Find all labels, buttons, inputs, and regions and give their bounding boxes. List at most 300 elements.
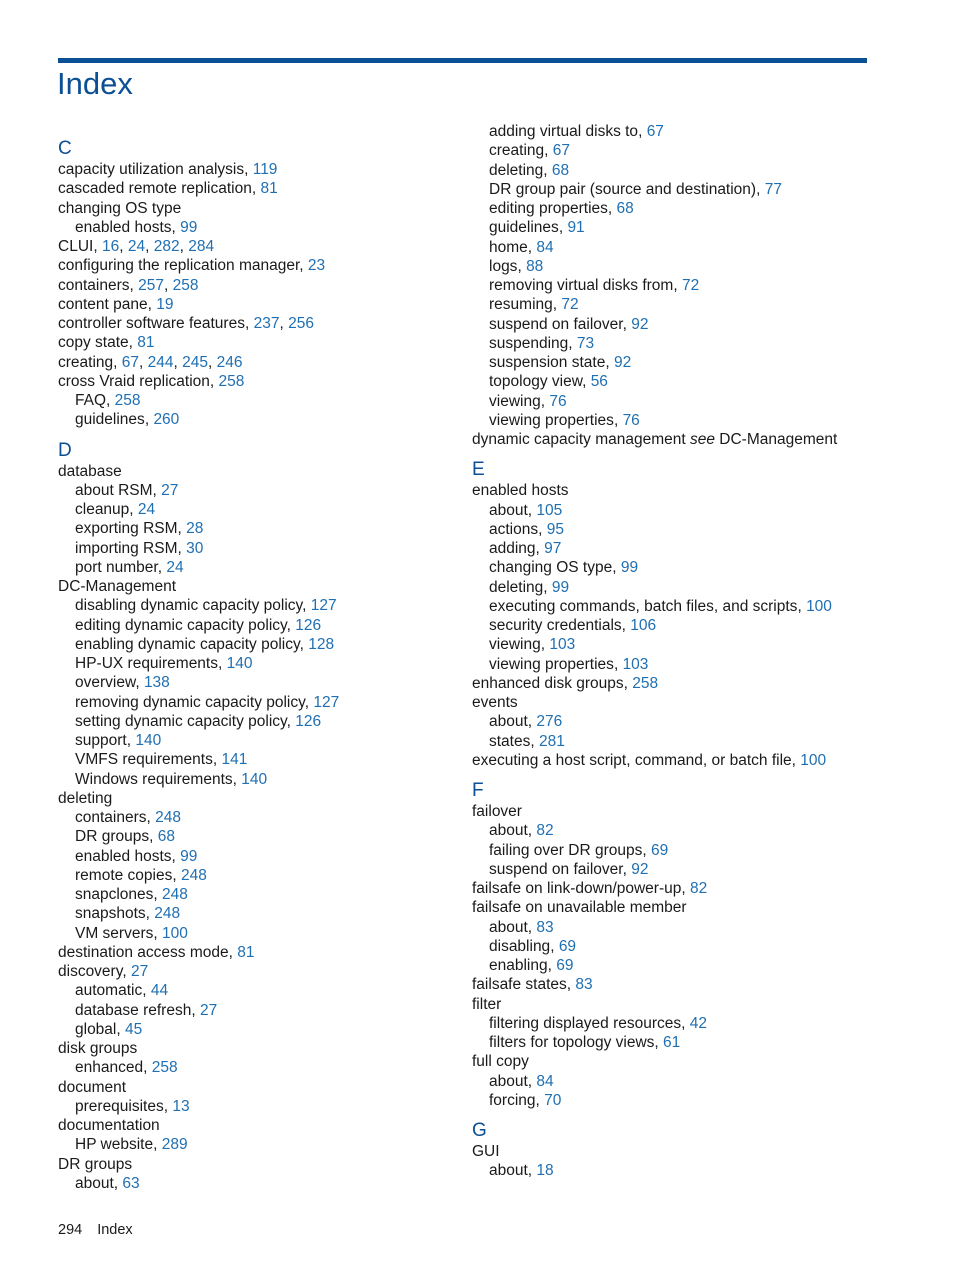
index-term: viewing properties: [489, 411, 614, 429]
index-term: viewing: [489, 392, 541, 410]
index-entry: deleting, 68: [489, 161, 570, 179]
page-ref-link[interactable]: 91: [567, 219, 585, 237]
index-term: viewing: [489, 636, 541, 654]
page-ref-link[interactable]: 99: [180, 847, 198, 865]
page-ref-link[interactable]: 119: [252, 161, 278, 178]
page-ref-link[interactable]: 140: [241, 770, 268, 788]
index-term: disk groups: [58, 1040, 138, 1057]
page-ref-link[interactable]: 97: [544, 540, 562, 557]
index-entry: viewing properties, 103: [489, 655, 649, 673]
page-ref-link[interactable]: 141: [221, 751, 248, 769]
index-entry: editing dynamic capacity policy, 126: [75, 616, 322, 634]
index-entry: exporting RSM, 28: [75, 520, 204, 538]
index-entry: DR group pair (source and destination), 77: [489, 180, 782, 198]
page-ref-link[interactable]: 77: [764, 180, 782, 198]
page-ref-link[interactable]: 84: [536, 1072, 554, 1090]
page-ref-link[interactable]: 258: [151, 1059, 178, 1077]
index-term: enabling dynamic capacity policy: [75, 635, 300, 653]
page-ref-link[interactable]: 128: [308, 635, 335, 653]
index-entry: about, 18: [489, 1162, 554, 1180]
index-term: security credentials: [489, 617, 622, 634]
page-ref-link[interactable]: 81: [237, 943, 255, 961]
page-ref-link[interactable]: 67: [646, 123, 664, 140]
index-entry: HP website, 289: [75, 1136, 188, 1154]
index-entry: creating, 67: [489, 142, 571, 160]
index-entry: configuring the replication manager, 23: [58, 257, 326, 275]
page-ref-link[interactable]: 92: [613, 354, 632, 371]
page-ref-link[interactable]: 248: [154, 905, 181, 923]
index-entry: [472, 995, 892, 1014]
index-term: document: [58, 1078, 127, 1096]
index-entry: cascaded remote replication, 81: [58, 180, 278, 198]
index-entry: enabled hosts, 99: [75, 218, 198, 236]
page-ref-link[interactable]: 256: [288, 315, 314, 332]
index-term: FAQ: [75, 392, 107, 409]
page-ref-link[interactable]: 257: [138, 276, 165, 294]
index-term: creating: [489, 142, 545, 160]
index-term: enabled hosts: [472, 482, 569, 500]
index-term: CLUI: [58, 238, 94, 255]
index-term: snapshots: [75, 905, 146, 923]
index-entry: [472, 693, 892, 712]
index-term: events: [472, 694, 518, 711]
index-entry: viewing, 76: [489, 392, 567, 410]
page-ref-link[interactable]: 258: [632, 674, 659, 692]
index-entry: enabling dynamic capacity policy, 128: [75, 635, 335, 653]
page-ref-link[interactable]: 260: [153, 411, 180, 429]
index-term: failsafe on link-down/power-up: [472, 880, 682, 897]
index-entry: guidelines, 91: [489, 219, 585, 237]
page-ref-link[interactable]: 28: [186, 520, 204, 538]
page-ref-link[interactable]: 69: [558, 937, 577, 955]
page-ref-link[interactable]: 27: [161, 481, 179, 499]
index-term: automatic: [75, 982, 143, 1000]
index-term: enabled hosts: [75, 847, 172, 865]
index-term: DC-Management: [58, 578, 177, 595]
index-entry: changing OS type, 99: [489, 559, 639, 577]
index-entry: removing dynamic capacity policy, 127: [75, 693, 340, 711]
index-entry: database refresh, 27: [75, 1001, 218, 1019]
index-entry: filters for topology views, 61: [489, 1034, 681, 1051]
section-letter: F: [472, 780, 484, 801]
index-entry: suspending, 73: [489, 334, 595, 352]
index-entry: suspend on failover, 92: [489, 315, 649, 333]
index-entry: overview, 138: [75, 674, 170, 692]
index-term: content pane: [58, 295, 148, 313]
page-ref-link[interactable]: 248: [155, 809, 182, 826]
index-term: filters for topology views: [489, 1034, 655, 1051]
index-entry: containers, 248: [75, 809, 182, 826]
page-ref-link[interactable]: 88: [526, 257, 544, 275]
page-ref-link[interactable]: 42: [689, 1014, 707, 1032]
index-entry: disabling dynamic capacity policy, 127: [75, 597, 337, 615]
page-ref-link[interactable]: 284: [188, 238, 215, 255]
index-entry: FAQ, 258: [75, 392, 141, 409]
index-entry: enabling, 69: [489, 957, 574, 974]
page-ref-link[interactable]: 140: [226, 655, 253, 672]
index-term: database refresh: [75, 1001, 192, 1019]
page-ref-link[interactable]: 248: [162, 886, 188, 903]
page-ref-link[interactable]: 70: [544, 1091, 562, 1109]
page-ref-link[interactable]: 81: [137, 334, 155, 352]
index-term: cross Vraid replication: [58, 372, 210, 390]
page-ref-link[interactable]: 245: [182, 353, 209, 371]
index-term: overview: [75, 674, 136, 692]
index-entry: [472, 1052, 892, 1071]
index-term: GUI: [472, 1143, 500, 1160]
index-term: guidelines: [75, 411, 145, 429]
index-entry: discovery, 27: [58, 963, 149, 980]
page-ref-link[interactable]: 68: [157, 828, 175, 846]
index-entry: about, 105: [489, 501, 563, 519]
index-term: about: [489, 918, 528, 936]
index-entry: home, 84: [489, 238, 554, 256]
page-ref-link[interactable]: 44: [150, 982, 169, 1000]
index-entry: topology view, 56: [489, 373, 608, 391]
page-ref-link[interactable]: 76: [622, 411, 640, 429]
index-entry: executing a host script, command, or batch file, 100: [472, 751, 827, 769]
index-term: about: [75, 1174, 114, 1192]
index-entry: VM servers, 100: [75, 924, 188, 942]
page-footer: [58, 1222, 148, 1238]
index-entry: enhanced, 258: [75, 1059, 178, 1077]
index-entry: enabled hosts, 99: [75, 847, 198, 865]
page-ref-link[interactable]: 99: [180, 218, 198, 236]
page-ref-link[interactable]: 99: [551, 578, 570, 596]
index-entry: guidelines, 260: [75, 411, 180, 429]
index-entry: VMFS requirements, 141: [75, 751, 248, 769]
index-entry: [58, 789, 478, 808]
index-entry: DR groups, 68: [75, 828, 175, 846]
page-ref-link[interactable]: 56: [590, 373, 608, 391]
index-term: executing commands, batch files, and scripts: [489, 597, 798, 615]
index-term: about: [489, 501, 528, 519]
page-number: 294: [58, 1222, 83, 1238]
page-ref-link[interactable]: 69: [650, 841, 669, 859]
page-ref-link[interactable]: 276: [536, 713, 563, 731]
index-term: adding: [489, 540, 536, 557]
index-term: support: [75, 732, 127, 749]
index-entry: port number, 24: [75, 558, 184, 576]
index-term: disabling: [489, 937, 551, 955]
index-term: creating: [58, 353, 114, 371]
index-term: about: [489, 822, 528, 840]
index-entry: [472, 430, 892, 449]
index-term: suspend on failover: [489, 315, 623, 333]
index-term: removing dynamic capacity policy: [75, 693, 305, 711]
index-entry: [58, 577, 478, 596]
index-entry: content pane, 19: [58, 295, 174, 313]
section-letter: E: [472, 459, 485, 481]
page-ref-link[interactable]: 24: [137, 501, 156, 518]
index-term: suspending: [489, 334, 569, 352]
page-ref-link[interactable]: 24: [166, 558, 184, 576]
page-ref-link[interactable]: 76: [549, 392, 567, 410]
index-term: adding virtual disks to: [489, 123, 639, 140]
index-entry: destination access mode, 81: [58, 943, 255, 961]
page-ref-link[interactable]: 281: [538, 732, 565, 750]
index-term: documentation: [58, 1117, 160, 1134]
page-ref-link[interactable]: 63: [122, 1174, 140, 1192]
index-term: snapclones: [75, 886, 154, 903]
index-entry: about, 84: [489, 1072, 554, 1090]
index-term: about: [489, 1072, 528, 1090]
page-ref-link[interactable]: 18: [536, 1162, 554, 1180]
page-ref-link[interactable]: 19: [156, 295, 174, 313]
page-title: Index: [57, 66, 133, 101]
index-entry: about RSM, 27: [75, 481, 179, 499]
index-term: about RSM: [75, 481, 153, 499]
index-entry: executing commands, batch files, and scripts, 100: [489, 597, 832, 615]
index-term: deleting: [489, 161, 544, 179]
index-entry: [58, 1155, 478, 1174]
index-entry: adding virtual disks to, 67: [489, 123, 664, 140]
index-term: executing a host script, command, or batch file: [472, 751, 792, 769]
page-ref-link[interactable]: 84: [536, 238, 554, 256]
page-ref-link[interactable]: 68: [616, 200, 634, 217]
index-term: suspend on failover: [489, 860, 623, 878]
index-term: prerequisites: [75, 1097, 164, 1115]
index-term: database: [58, 462, 122, 480]
index-entry: disabling, 69: [489, 937, 577, 955]
index-entry: cleanup, 24: [75, 501, 156, 518]
page-ref-link[interactable]: 45: [125, 1020, 143, 1038]
title-rule: [58, 58, 867, 63]
page-ref-link[interactable]: 82: [536, 822, 554, 840]
index-entry: failing over DR groups, 69: [489, 841, 669, 859]
page-ref-link[interactable]: 258: [218, 372, 245, 390]
index-term: cleanup: [75, 501, 130, 518]
index-entry: [58, 199, 478, 218]
index-entry: about, 276: [489, 713, 563, 731]
page-ref-link[interactable]: 127: [310, 597, 337, 615]
index-term: changing OS type: [58, 199, 182, 217]
page-ref-link[interactable]: 95: [546, 520, 564, 538]
section-letter: C: [58, 138, 72, 159]
index-term: filtering displayed resources: [489, 1014, 682, 1032]
page-ref-link[interactable]: 27: [130, 963, 149, 980]
index-term: failing over DR groups: [489, 841, 643, 859]
page-ref-link[interactable]: 81: [260, 180, 278, 198]
page-ref-link[interactable]: 30: [186, 539, 204, 557]
page-ref-link[interactable]: 82: [690, 880, 708, 897]
index-term: Windows requirements: [75, 770, 233, 788]
index-entry: [472, 802, 892, 821]
section-letter: G: [472, 1120, 487, 1141]
page-ref-link[interactable]: 100: [162, 924, 188, 942]
page-ref-link[interactable]: 127: [313, 693, 340, 711]
index-entry: snapshots, 248: [75, 905, 181, 923]
index-term: cascaded remote replication: [58, 180, 252, 198]
index-entry: suspend on failover, 92: [489, 860, 649, 878]
index-term: removing virtual disks from: [489, 277, 674, 294]
index-term: viewing properties: [489, 655, 614, 673]
page-ref-link[interactable]: 67: [552, 142, 571, 160]
page-ref-link[interactable]: 282: [153, 238, 180, 255]
index-term: editing dynamic capacity policy: [75, 616, 287, 634]
index-entry: snapclones, 248: [75, 886, 188, 903]
index-entry: filtering displayed resources, 42: [489, 1014, 707, 1032]
index-term: forcing: [489, 1091, 536, 1109]
index-term: exporting RSM: [75, 520, 178, 538]
index-entry: cross Vraid replication, 258: [58, 372, 245, 390]
index-entry: resuming, 72: [489, 296, 579, 314]
index-entry: containers, 257, 258: [58, 276, 199, 294]
index-entry: editing properties, 68: [489, 200, 634, 217]
section-letter: D: [58, 439, 72, 461]
index-entry: [472, 481, 892, 500]
page-ref-link[interactable]: 126: [295, 616, 322, 634]
index-entry: prerequisites, 13: [75, 1097, 190, 1115]
index-entry: failsafe states, 83: [472, 976, 593, 994]
page-ref-link[interactable]: 61: [663, 1034, 681, 1051]
index-term: enhanced: [75, 1059, 144, 1077]
index-term: HP website: [75, 1136, 154, 1154]
index-entry: [472, 1142, 892, 1161]
page-ref-link[interactable]: 73: [576, 334, 595, 352]
index-term: dynamic capacity management: [472, 431, 686, 448]
index-term: capacity utilization analysis: [58, 161, 245, 178]
index-term: DR groups: [75, 828, 150, 846]
footer-section: Index: [97, 1222, 133, 1238]
index-entry: failsafe on link-down/power-up, 82: [472, 880, 708, 897]
page-ref-link[interactable]: 92: [631, 860, 649, 878]
index-term: containers: [75, 809, 147, 826]
index-entry: viewing, 103: [489, 636, 576, 654]
page-ref-link[interactable]: 126: [295, 712, 322, 730]
index-column-left: [58, 138, 478, 1193]
index-term: actions: [489, 520, 539, 538]
page-ref-link[interactable]: 83: [536, 918, 554, 936]
index-term: logs: [489, 257, 518, 275]
index-term: enabling: [489, 957, 548, 974]
index-entry: importing RSM, 30: [75, 539, 204, 557]
index-entry: security credentials, 106: [489, 617, 657, 634]
index-entry: CLUI, 16, 24, 282, 284: [58, 238, 215, 255]
page-ref-link[interactable]: 105: [536, 501, 563, 519]
index-entry: creating, 67, 244, 245, 246: [58, 353, 243, 371]
index-term: DR group pair (source and destination): [489, 180, 757, 198]
index-entry: enhanced disk groups, 258: [472, 674, 659, 692]
index-term: states: [489, 732, 531, 750]
index-term: resuming: [489, 296, 553, 314]
page-ref-link[interactable]: 258: [172, 276, 199, 294]
page-ref-link[interactable]: 13: [172, 1097, 190, 1115]
index-entry: HP-UX requirements, 140: [75, 655, 253, 672]
index-column-right: [472, 122, 892, 1181]
page-ref-link[interactable]: 100: [806, 597, 832, 615]
page-ref-link[interactable]: 244: [147, 353, 174, 371]
index-term: editing properties: [489, 200, 608, 217]
index-term: guidelines: [489, 219, 559, 237]
index-entry: global, 45: [75, 1020, 143, 1038]
index-term: filter: [472, 995, 502, 1013]
index-entry: viewing properties, 76: [489, 411, 640, 429]
page-ref-link[interactable]: 92: [631, 315, 649, 333]
page-ref-link[interactable]: 27: [199, 1001, 218, 1019]
page-ref-link[interactable]: 258: [114, 392, 141, 409]
index-term: suspension state: [489, 354, 606, 371]
index-term: port number: [75, 558, 158, 576]
index-entry: Windows requirements, 140: [75, 770, 268, 788]
index-entry: support, 140: [75, 732, 162, 749]
page-ref-link[interactable]: 83: [575, 976, 593, 994]
index-entry: copy state, 81: [58, 334, 155, 352]
index-entry: suspension state, 92: [489, 354, 632, 371]
page-ref-link[interactable]: 106: [630, 617, 657, 634]
page-ref-link[interactable]: 67: [121, 353, 140, 371]
page-ref-link[interactable]: 23: [307, 257, 326, 275]
index-entry: actions, 95: [489, 520, 564, 538]
page-ref-link[interactable]: 103: [622, 655, 649, 673]
index-entry: about, 83: [489, 918, 554, 936]
index-term: deleting: [489, 578, 544, 596]
index-entry: setting dynamic capacity policy, 126: [75, 712, 322, 730]
index-entry: automatic, 44: [75, 982, 169, 1000]
index-entry: about, 82: [489, 822, 554, 840]
page-ref-link[interactable]: 72: [681, 277, 700, 294]
index-term: HP-UX requirements: [75, 655, 218, 672]
index-entry: remote copies, 248: [75, 866, 207, 884]
page-ref-link[interactable]: 138: [143, 674, 170, 692]
index-term: VM servers: [75, 924, 154, 942]
index-term: enabled hosts: [75, 218, 172, 236]
index-term: containers: [58, 276, 130, 294]
page-ref-link[interactable]: 140: [135, 732, 162, 749]
index-entry: [58, 462, 478, 481]
index-term: importing RSM: [75, 539, 178, 557]
index-entry: adding, 97: [489, 540, 562, 557]
index-term: failover: [472, 803, 522, 820]
page-ref-link[interactable]: 246: [216, 353, 243, 371]
index-term: full copy: [472, 1053, 529, 1071]
see-label: see: [689, 431, 715, 448]
index-term: DR groups: [58, 1155, 133, 1173]
index-entry: logs, 88: [489, 257, 544, 275]
page-ref-link[interactable]: 24: [127, 238, 146, 255]
index-entry: [472, 898, 892, 917]
page-ref-link[interactable]: 68: [551, 161, 570, 179]
index-term: controller software features: [58, 315, 245, 332]
page-ref-link[interactable]: 237: [253, 315, 280, 332]
page-ref-link[interactable]: 72: [561, 296, 579, 314]
index-entry: states, 281: [489, 732, 565, 750]
page-ref-link[interactable]: 103: [549, 636, 576, 654]
index-term: setting dynamic capacity policy: [75, 712, 287, 730]
index-term: deleting: [58, 789, 113, 807]
index-term: configuring the replication manager: [58, 257, 300, 275]
page-ref-link[interactable]: 289: [161, 1136, 188, 1154]
index-term: discovery: [58, 963, 123, 980]
index-term: topology view: [489, 373, 583, 391]
index-term: global: [75, 1020, 117, 1038]
index-entry: controller software features, 237, 256: [58, 315, 314, 332]
index-entry: about, 63: [75, 1174, 140, 1192]
index-entry: forcing, 70: [489, 1091, 562, 1109]
index-term: failsafe states: [472, 976, 567, 994]
index-term: changing OS type: [489, 559, 613, 577]
index-term: failsafe on unavailable member: [472, 899, 687, 917]
page-ref-link[interactable]: 16: [101, 238, 120, 255]
index-term: enhanced disk groups: [472, 674, 624, 692]
page-ref-link[interactable]: 248: [180, 866, 207, 884]
index-term: about: [489, 1162, 528, 1180]
page-ref-link[interactable]: 100: [800, 751, 827, 769]
page-ref-link[interactable]: 99: [620, 559, 639, 577]
index-entry: [58, 1078, 478, 1097]
index-term: about: [489, 713, 528, 731]
page-ref-link[interactable]: 69: [556, 957, 574, 974]
